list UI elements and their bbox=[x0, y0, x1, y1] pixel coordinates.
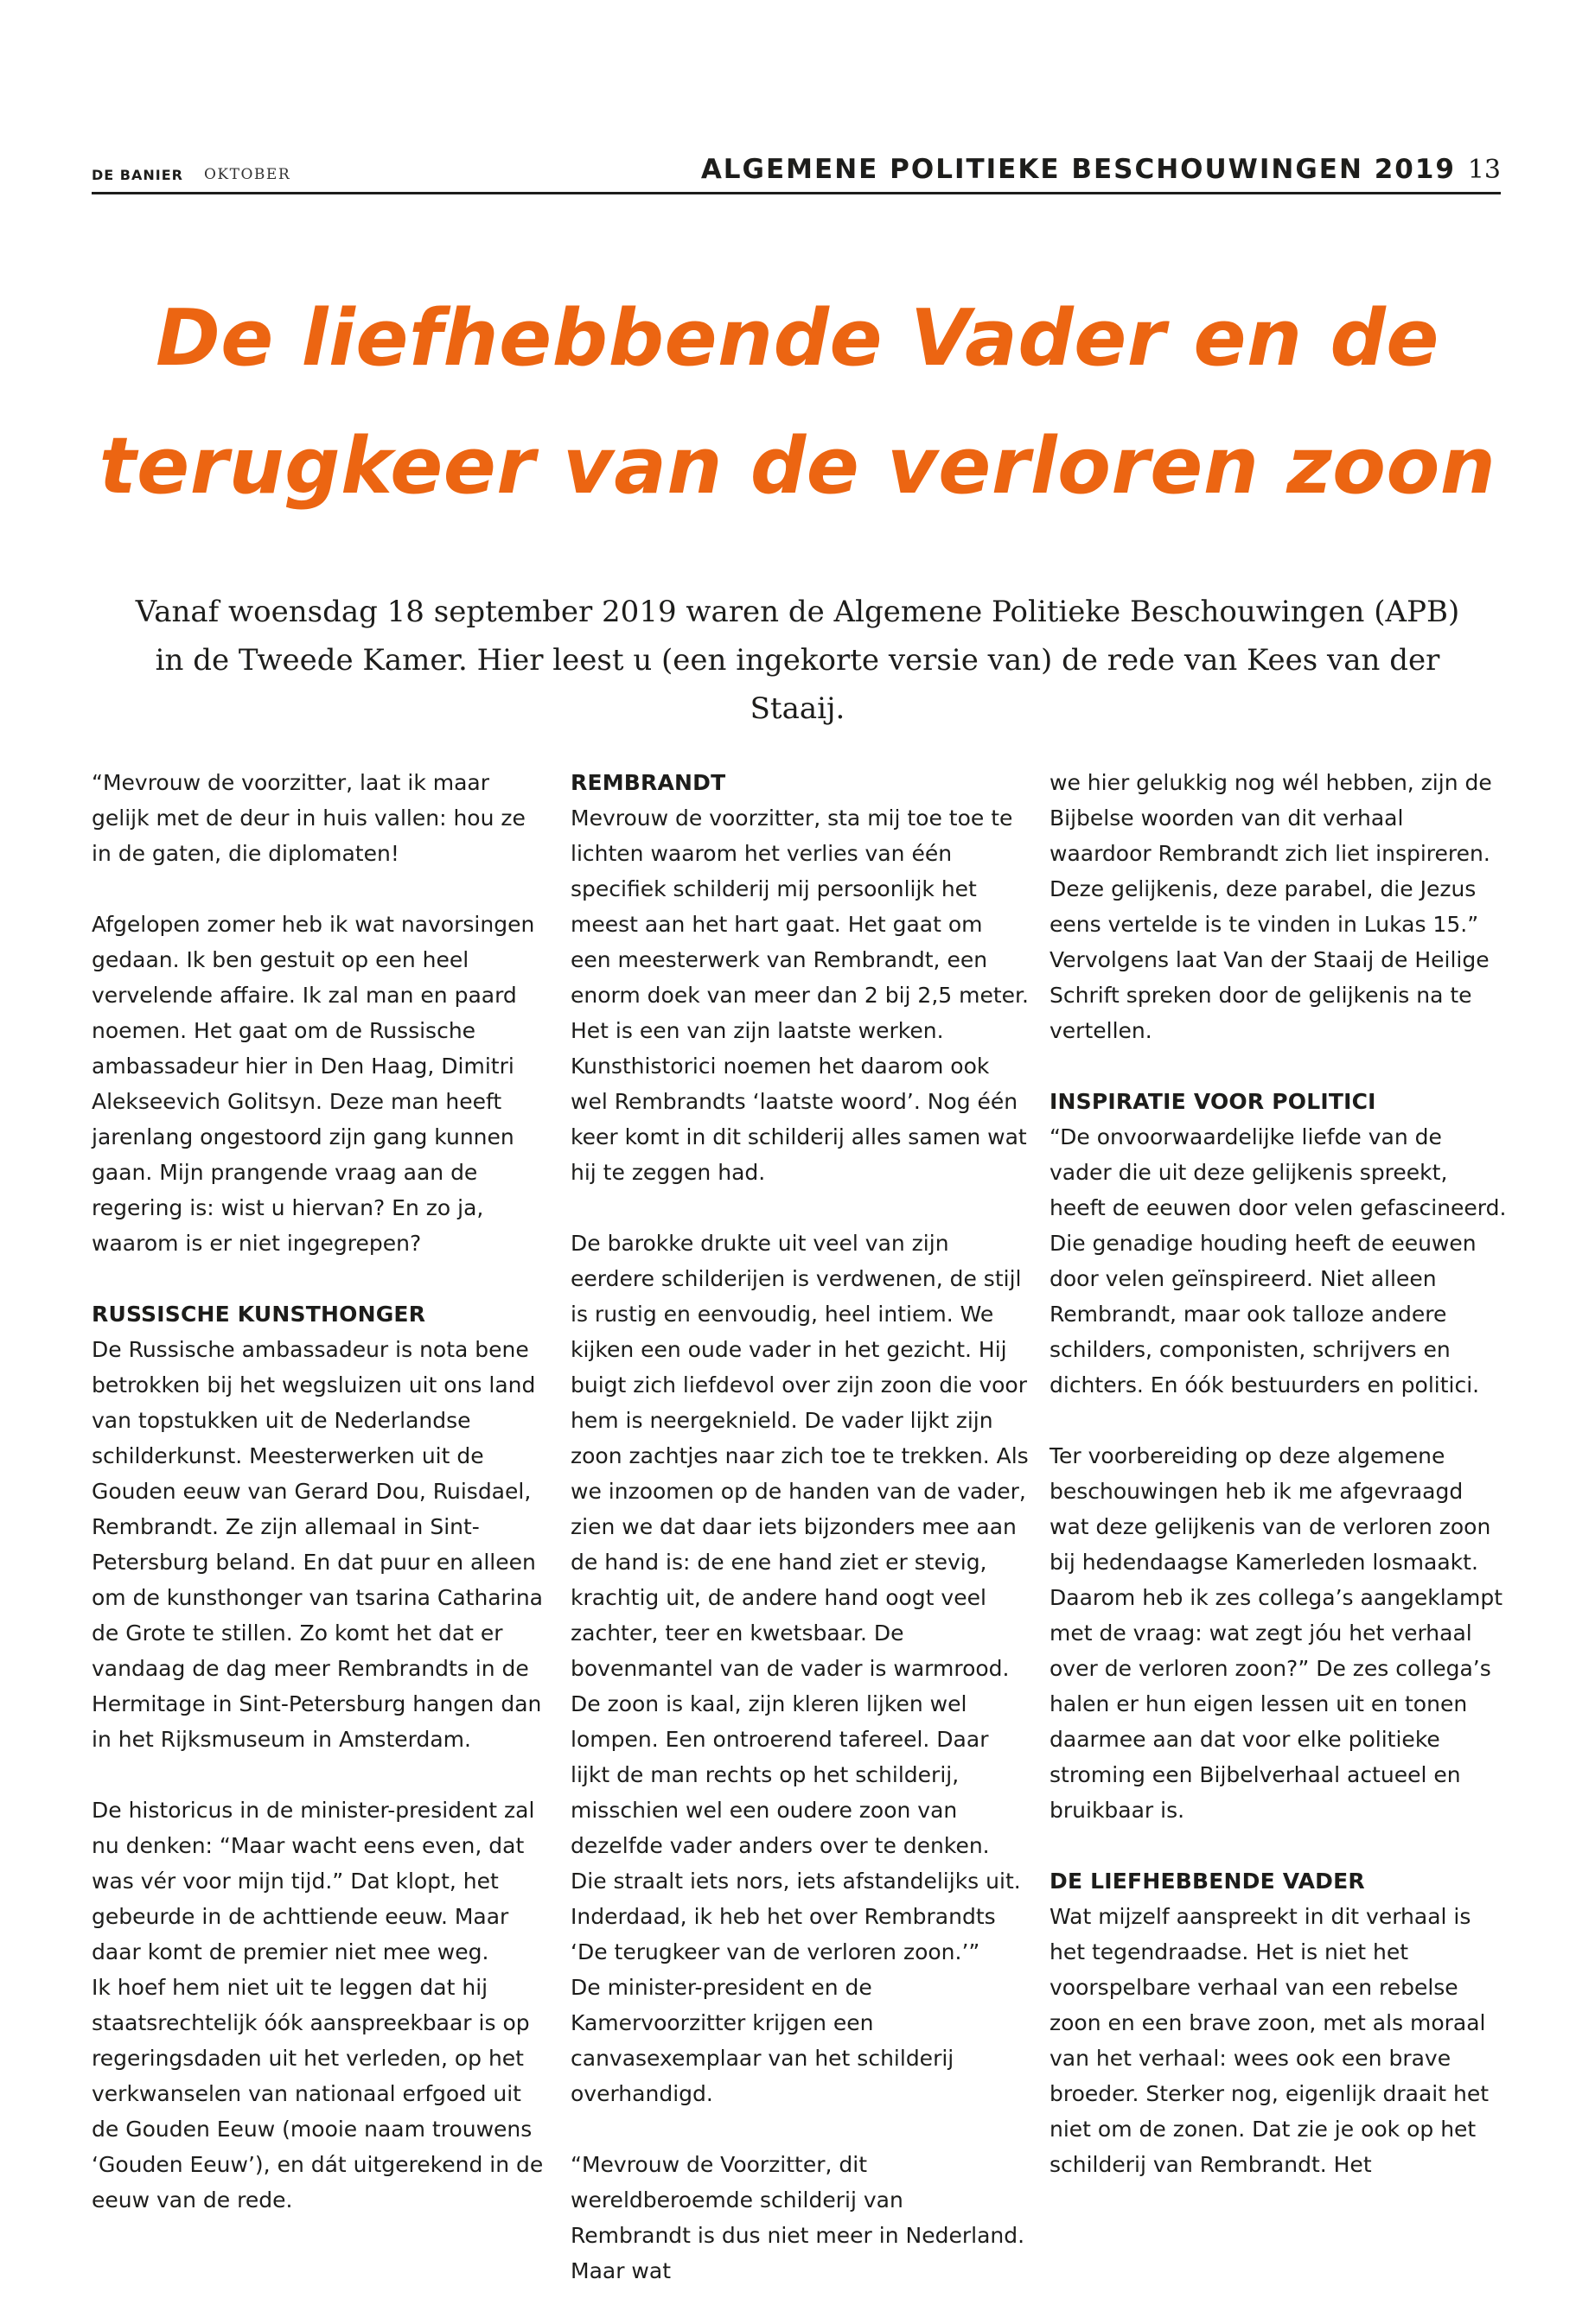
paragraph: we hier gelukkig nog wél hebben, zijn de Bijbelse woorden van dit verhaal waardoor Rembrandt zich liet inspireren. Deze gelijkenis, deze parabel, die Jezus eens vertelde is te vinden in Lukas 15.” bbox=[1050, 770, 1492, 937]
paragraph: “De onvoorwaardelijke liefde van de vader die uit deze gelijkenis spreekt, heeft de eeuwen door velen gefascineerd. Die genadige houding heeft de eeuwen door velen geïnspireerd. Niet alleen Rembrandt, maar ook talloze andere schilders, componisten, schrijvers en dichters. En óók bestuurders en politici. bbox=[1050, 1124, 1507, 1398]
paragraph: De historicus in de minister-president zal nu denken: “Maar wacht eens even, dat was vér voor mijn tijd.” Dat klopt, het gebeurde in de achttiende eeuw. Maar daar komt de premier niet mee weg. bbox=[92, 1798, 535, 1964]
paragraph: Ter voorbereiding op deze algemene beschouwingen heb ik me afgevraagd wat deze gelijkenis van de verloren zoon bij hedendaagse Kamerleden losmaakt. Daarom heb ik zes collega’s aangeklampt met de vraag: wat zegt jóu het verhaal over de verloren zoon?” De zes collega’s halen er hun eigen lessen uit en tonen daarmee aan dat voor elke politieke stroming een Bijbelverhaal actueel en bruikbaar is. bbox=[1050, 1443, 1503, 1823]
paragraph: De minister-president en de Kamervoorzitter krijgen een canvasexemplaar van het schilderij overhandigd. bbox=[571, 1975, 954, 2106]
article-title: De liefhebbende Vader en de terugkeer van de verloren zoon bbox=[99, 293, 1496, 512]
subheading-inspiratie-voor-politici: INSPIRATIE VOOR POLITICI bbox=[1050, 1089, 1376, 1114]
paragraph: Afgelopen zomer heb ik wat navorsingen gedaan. Ik ben gestuit op een heel vervelende affaire. Ik zal man en paard noemen. Het gaat om de Russische ambassadeur hier in Den Haag, Dimitri Alekseevich Golitsyn. Deze man heeft jarenlang ongestoord zijn gang kunnen gaan. Mijn prangende vraag aan de regering is: wist u hiervan? En zo ja, waarom is er niet ingegrepen? bbox=[92, 912, 535, 1256]
page-number: 13 bbox=[1467, 155, 1501, 185]
paragraph: De Russische ambassadeur is nota bene betrokken bij het wegsluizen uit ons land van topstukken uit de Nederlandse schilderkunst. Meesterwerken uit de Gouden eeuw van Gerard Dou, Ruisdael, Rembrandt. Ze zijn allemaal in Sint-Petersburg beland. En dat puur en alleen om de kunsthonger van tsarina Catharina de Grote te stillen. Zo komt het dat er vandaag de dag meer Rembrandts in de Hermitage in Sint-Petersburg hangen dan in het Rijksmuseum in Amsterdam. bbox=[92, 1337, 543, 1752]
paragraph: De barokke drukte uit veel van zijn eerdere schilderijen is verdwenen, de stijl is rustig en eenvoudig, heel intiem. We kijken een oude vader in het gezicht. Hij buigt zich liefdevol over zijn zoon die voor hem is neergeknield. De vader lijkt zijn zoon zachtjes naar zich toe te trekken. Als we inzoomen op de handen van de vader, zien we dat daar iets bijzonders mee aan de hand is: de ene hand ziet er stevig, krachtig uit, de andere hand oogt veel zachter, teer en kwetsbaar. De bovenmantel van de vader is warmrood. De zoon is kaal, zijn kleren lijken wel lompen. Een ontroerend tafereel. Daar lijkt de man rechts op het schilderij, misschien wel een oudere zoon van dezelfde vader anders over te denken. Die straalt iets nors, iets afstandelijks uit. Inderdaad, ik heb het over Rembrandts ‘De terugkeer van de verloren zoon.’” bbox=[571, 1231, 1029, 1964]
paragraph: Ik hoef hem niet uit te leggen dat hij staatsrechtelijk óók aanspreekbaar is op regeringsdaden uit het verleden, op het verkwanselen van nationaal erfgoed uit de Gouden Eeuw (mooie naam trouwens ‘Gouden Eeuw’), en dát uitgerekend in de eeuw van de rede. bbox=[92, 1975, 544, 2213]
paragraph: “Mevrouw de voorzitter, laat ik maar gelijk met de deur in huis vallen: hou ze in de gaten, die diplomaten! bbox=[92, 770, 526, 866]
article-column-1 bbox=[92, 765, 550, 2253]
article-column-3 bbox=[1050, 765, 1508, 2218]
subheading-russische-kunsthonger: RUSSISCHE KUNSTHONGER bbox=[92, 1302, 426, 1327]
paragraph: Vervolgens laat Van der Staaij de Heilige Schrift spreken door de gelijkenis na te vertellen. bbox=[1050, 947, 1490, 1043]
subheading-de-liefhebbende-vader: DE LIEFHEBBENDE VADER bbox=[1050, 1869, 1365, 1894]
running-header bbox=[92, 147, 1501, 194]
subheading-rembrandt: REMBRANDT bbox=[571, 770, 726, 795]
publication-name: DE BANIER bbox=[92, 167, 183, 183]
paragraph: “Mevrouw de Voorzitter, dit wereldberoemde schilderij van Rembrandt is dus niet meer in Nederland. Maar wat bbox=[571, 2152, 1025, 2283]
paragraph: Mevrouw de voorzitter, sta mij toe toe te lichten waarom het verlies van één specifiek schilderij mij persoonlijk het meest aan het hart gaat. Het gaat om een meesterwerk van Rembrandt, een enorm doek van meer dan 2 bij 2,5 meter. Het is een van zijn laatste werken. Kunsthistorici noemen het daarom ook wel Rembrandts ‘laatste woord’. Nog één keer komt in dit schilderij alles samen wat hij te zeggen had. bbox=[571, 805, 1029, 1185]
issue-month: OKTOBER bbox=[204, 166, 291, 183]
section-title: ALGEMENE POLITIEKE BESCHOUWINGEN 2019 bbox=[700, 154, 1456, 185]
paragraph: Wat mijzelf aanspreekt in dit verhaal is het tegendraadse. Het is niet het voorspelbare verhaal van een rebelse zoon en een brave zoon, met als moraal van het verhaal: wees ook een brave broeder. Sterker nog, eigenlijk draait het niet om de zonen. Dat zie je ook op het schilderij van Rembrandt. Het bbox=[1050, 1904, 1490, 2177]
article-column-2 bbox=[571, 765, 1029, 2324]
article-intro: Vanaf woensdag 18 september 2019 waren de Algemene Politieke Beschouwingen (APB) in de Tweede Kamer. Hier leest u (een ingekorte versie van) de rede van Kees van der Staaij. bbox=[135, 595, 1460, 726]
